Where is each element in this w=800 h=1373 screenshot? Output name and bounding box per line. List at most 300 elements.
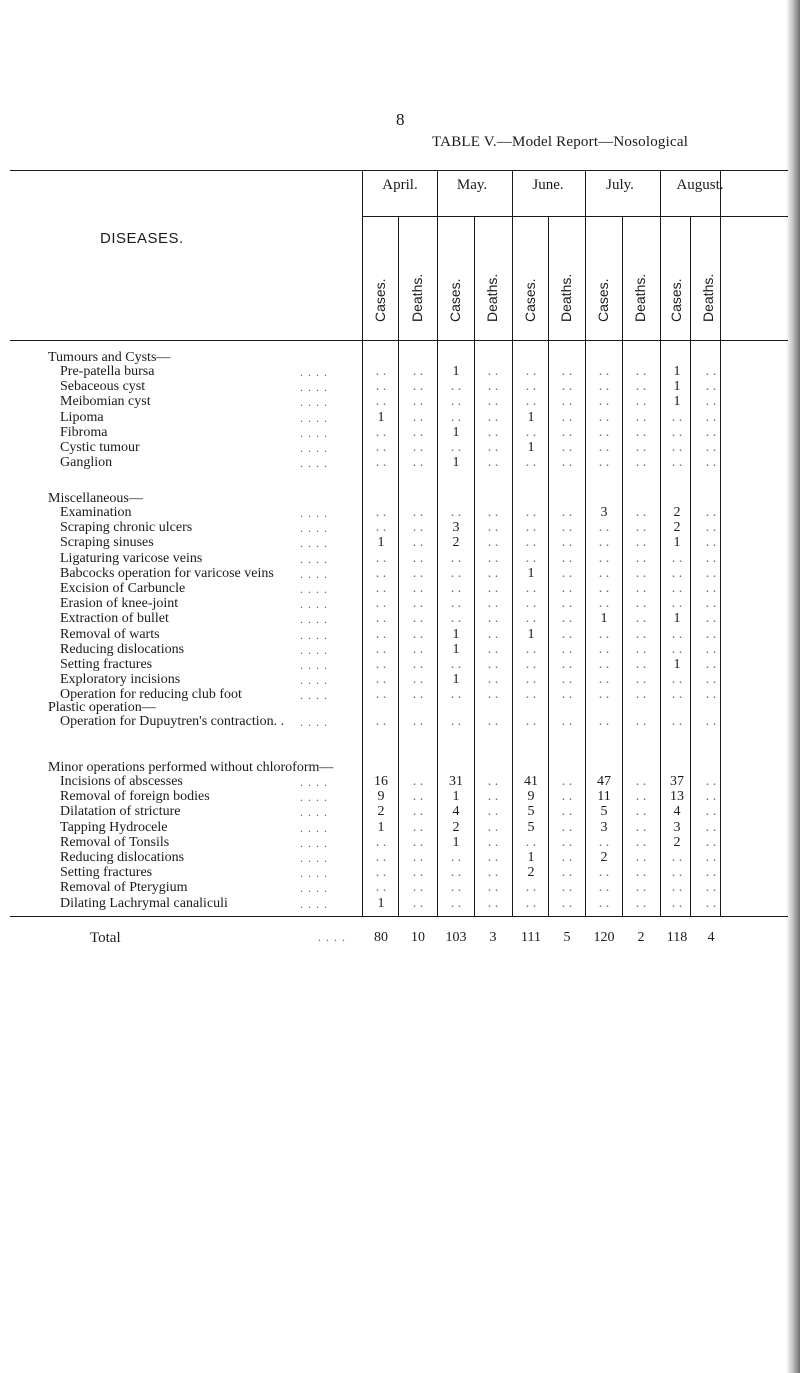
- row-cell: . .: [598, 596, 610, 612]
- table-row: [0, 597, 800, 611]
- row-cell: . .: [598, 550, 610, 566]
- leader-dots: . . . .: [300, 597, 328, 612]
- row-cell: 1: [452, 424, 460, 440]
- leader-dots: . . . .: [300, 410, 328, 425]
- row-cell: 1: [673, 611, 681, 627]
- row-cell: . .: [635, 687, 647, 703]
- row-cell: 1: [527, 565, 535, 581]
- row-cell: 11: [597, 789, 611, 805]
- row-cell: . .: [598, 641, 610, 657]
- table-row: [0, 643, 800, 657]
- row-cell: . .: [635, 641, 647, 657]
- table-row: [0, 506, 800, 520]
- row-cell: . .: [450, 596, 462, 612]
- row-cell: 13: [670, 789, 684, 805]
- row-cell: . .: [561, 672, 573, 688]
- row-cell: . .: [671, 440, 683, 455]
- row-cell: 1: [452, 364, 460, 379]
- row-cell: . .: [412, 505, 424, 520]
- row-cell: . .: [525, 880, 537, 896]
- leader-dots: . . . .: [300, 881, 328, 896]
- row-cell: . .: [450, 565, 462, 581]
- row-cell: . .: [635, 581, 647, 596]
- row-cell: . .: [598, 565, 610, 581]
- row-cell: . .: [412, 550, 424, 566]
- total-cell: 5: [563, 930, 571, 945]
- row-cell: . .: [598, 626, 610, 642]
- row-cell: 4: [452, 804, 460, 820]
- row-cell: 1: [600, 611, 608, 627]
- row-cell: . .: [375, 581, 387, 596]
- row-cell: . .: [635, 789, 647, 805]
- row-cell: . .: [561, 550, 573, 566]
- row-cell: . .: [525, 834, 537, 850]
- row-cell: . .: [525, 641, 537, 657]
- row-cell: . .: [705, 865, 717, 881]
- row-cell: . .: [487, 379, 499, 395]
- row-cell: . .: [671, 565, 683, 581]
- month-august: August.: [676, 177, 724, 193]
- row-cell: . .: [487, 804, 499, 820]
- row-label: Meibomian cyst: [60, 394, 151, 410]
- row-label: Removal of Pterygium: [60, 880, 188, 896]
- row-cell: . .: [705, 535, 717, 551]
- row-cell: . .: [450, 440, 462, 455]
- row-cell: . .: [635, 424, 647, 440]
- table-title: TABLE V.—Model Report—Nosological: [432, 134, 689, 150]
- row-cell: . .: [487, 880, 499, 896]
- row-cell: . .: [561, 657, 573, 672]
- row-cell: . .: [487, 865, 499, 881]
- row-label: Removal of Tonsils: [60, 834, 170, 850]
- row-cell: . .: [487, 834, 499, 850]
- row-cell: . .: [525, 895, 537, 911]
- row-cell: . .: [635, 819, 647, 835]
- row-cell: . .: [487, 789, 499, 805]
- total-cell: 80: [374, 930, 388, 945]
- row-cell: . .: [375, 424, 387, 440]
- row-cell: . .: [487, 672, 499, 688]
- row-cell: 1: [377, 535, 385, 551]
- diseases-header: DISEASES.: [100, 230, 184, 247]
- row-cell: . .: [561, 440, 573, 455]
- row-cell: . .: [412, 714, 424, 729]
- row-cell: . .: [375, 611, 387, 627]
- row-label: Reducing dislocations: [60, 641, 185, 657]
- row-cell: . .: [450, 394, 462, 410]
- leader-dots: . . . .: [300, 673, 328, 688]
- row-cell: . .: [598, 834, 610, 850]
- row-cell: . .: [705, 505, 717, 520]
- row-cell: . .: [705, 687, 717, 703]
- row-cell: 1: [673, 657, 681, 672]
- row-cell: . .: [375, 850, 387, 865]
- row-cell: . .: [412, 535, 424, 551]
- row-label: Tapping Hydrocele: [60, 819, 168, 835]
- row-cell: . .: [450, 850, 462, 865]
- row-cell: . .: [561, 641, 573, 657]
- leader-dots: . . . .: [300, 658, 328, 672]
- row-cell: . .: [487, 895, 499, 911]
- leader-dots: . . . .: [300, 456, 328, 471]
- row-cell: . .: [412, 394, 424, 410]
- row-cell: 1: [377, 409, 385, 425]
- row-cell: . .: [525, 379, 537, 395]
- row-cell: 3: [452, 520, 460, 536]
- row-cell: . .: [598, 394, 610, 410]
- row-cell: . .: [525, 687, 537, 703]
- row-cell: 4: [673, 804, 681, 820]
- month-april: April.: [382, 177, 418, 193]
- row-label: Fibroma: [60, 424, 108, 440]
- table-row: [0, 365, 800, 379]
- row-cell: . .: [671, 550, 683, 566]
- leader-dots: . . . .: [300, 715, 328, 729]
- table-row: [0, 441, 800, 455]
- row-label: Scraping chronic ulcers: [60, 520, 193, 536]
- row-cell: . .: [450, 657, 462, 672]
- row-cell: . .: [412, 672, 424, 688]
- row-cell: . .: [561, 850, 573, 865]
- total-cell: 2: [637, 930, 645, 945]
- row-cell: 2: [527, 865, 535, 881]
- section-heading: Tumours and Cysts—: [48, 350, 171, 365]
- row-cell: . .: [375, 364, 387, 379]
- row-cell: . .: [487, 641, 499, 657]
- row-cell: 1: [527, 626, 535, 642]
- row-cell: . .: [598, 379, 610, 395]
- row-cell: . .: [635, 440, 647, 455]
- row-label: Ligaturing varicose veins: [60, 550, 203, 566]
- row-cell: 1: [452, 672, 460, 688]
- row-cell: 16: [374, 774, 388, 789]
- total-cell: 111: [521, 930, 541, 945]
- row-cell: 5: [527, 804, 535, 820]
- row-cell: . .: [525, 596, 537, 612]
- row-cell: . .: [375, 394, 387, 410]
- row-cell: 1: [452, 834, 460, 850]
- row-cell: . .: [450, 505, 462, 520]
- row-cell: . .: [487, 581, 499, 596]
- row-cell: . .: [671, 687, 683, 703]
- row-cell: . .: [375, 626, 387, 642]
- row-cell: . .: [671, 865, 683, 881]
- row-cell: . .: [375, 672, 387, 688]
- row-cell: . .: [487, 565, 499, 581]
- row-cell: . .: [705, 379, 717, 395]
- row-cell: . .: [705, 641, 717, 657]
- row-label: Scraping sinuses: [60, 535, 154, 551]
- row-cell: . .: [375, 657, 387, 672]
- row-cell: . .: [375, 865, 387, 881]
- leader-dots: . . . .: [300, 896, 328, 911]
- april-subrule: [362, 216, 482, 217]
- row-cell: . .: [705, 672, 717, 688]
- row-cell: 1: [452, 455, 460, 471]
- row-cell: . .: [525, 581, 537, 596]
- row-cell: . .: [671, 641, 683, 657]
- row-label: Exploratory incisions: [60, 672, 181, 688]
- row-cell: . .: [525, 505, 537, 520]
- total-cell: 103: [445, 930, 467, 945]
- row-cell: . .: [450, 379, 462, 395]
- row-cell: . .: [671, 424, 683, 440]
- may-cases-label: Cases.: [447, 278, 463, 322]
- august-subrule: [680, 216, 788, 217]
- row-cell: . .: [671, 596, 683, 612]
- row-cell: 1: [673, 535, 681, 551]
- row-cell: . .: [412, 364, 424, 379]
- row-cell: . .: [525, 394, 537, 410]
- row-cell: . .: [375, 505, 387, 520]
- table-row: [0, 658, 800, 672]
- row-cell: 2: [673, 505, 681, 520]
- row-cell: 1: [673, 364, 681, 379]
- row-cell: . .: [705, 440, 717, 455]
- row-cell: . .: [705, 774, 717, 789]
- row-cell: . .: [635, 364, 647, 379]
- row-cell: . .: [598, 424, 610, 440]
- month-june: June.: [532, 177, 564, 193]
- row-label: Excision of Carbuncle: [60, 581, 186, 596]
- row-cell: . .: [705, 850, 717, 865]
- row-cell: . .: [598, 657, 610, 672]
- row-cell: . .: [705, 596, 717, 612]
- row-cell: . .: [412, 687, 424, 703]
- table-row: [0, 821, 800, 835]
- leader-dots: . . . .: [300, 775, 328, 789]
- leader-dots: . . . .: [300, 380, 328, 395]
- row-cell: . .: [635, 714, 647, 729]
- august-cases-label: Cases.: [668, 278, 684, 322]
- row-label: Babcocks operation for varicose veins: [60, 565, 274, 581]
- may-deaths-label: Deaths.: [484, 273, 500, 322]
- row-cell: . .: [671, 672, 683, 688]
- row-cell: . .: [412, 804, 424, 820]
- row-cell: . .: [487, 505, 499, 520]
- leader-dots: . . . .: [300, 506, 328, 520]
- row-cell: . .: [375, 379, 387, 395]
- row-cell: . .: [561, 535, 573, 551]
- row-cell: . .: [561, 520, 573, 536]
- page-number: 8: [396, 110, 405, 129]
- row-cell: . .: [412, 641, 424, 657]
- row-cell: . .: [635, 774, 647, 789]
- row-cell: . .: [635, 657, 647, 672]
- row-cell: . .: [412, 626, 424, 642]
- row-cell: . .: [705, 565, 717, 581]
- row-cell: . .: [671, 714, 683, 729]
- row-cell: 2: [452, 819, 460, 835]
- row-cell: 1: [377, 895, 385, 911]
- row-label: Incisions of abscesses: [60, 774, 183, 789]
- leader-dots: . . . .: [300, 866, 328, 881]
- row-cell: . .: [561, 565, 573, 581]
- leader-dots: . . . .: [300, 536, 328, 551]
- row-cell: . .: [412, 440, 424, 455]
- row-cell: . .: [487, 596, 499, 612]
- row-cell: . .: [487, 409, 499, 425]
- row-cell: . .: [561, 834, 573, 850]
- table-row: [0, 521, 800, 535]
- row-cell: . .: [412, 895, 424, 911]
- row-cell: . .: [412, 596, 424, 612]
- table-row: [0, 836, 800, 850]
- row-cell: . .: [598, 895, 610, 911]
- leader-dots: . . . .: [300, 642, 328, 657]
- leader-dots: . . . .: [300, 521, 328, 536]
- row-cell: . .: [598, 409, 610, 425]
- table-row: [0, 628, 800, 642]
- row-cell: . .: [705, 611, 717, 627]
- row-label: Removal of warts: [60, 626, 160, 642]
- total-cell: 10: [411, 930, 425, 945]
- row-cell: . .: [561, 687, 573, 703]
- row-cell: . .: [561, 626, 573, 642]
- row-cell: . .: [635, 611, 647, 627]
- row-cell: . .: [375, 641, 387, 657]
- month-may: May.: [456, 177, 488, 193]
- row-cell: . .: [375, 880, 387, 896]
- row-cell: 1: [377, 819, 385, 835]
- row-cell: . .: [412, 409, 424, 425]
- row-cell: 37: [670, 774, 684, 789]
- row-label: Dilatation of stricture: [60, 804, 181, 820]
- leader-dots: . . . .: [300, 805, 328, 820]
- row-cell: . .: [635, 596, 647, 612]
- row-label: Pre-patella bursa: [60, 364, 155, 379]
- row-cell: . .: [487, 550, 499, 566]
- row-cell: . .: [487, 611, 499, 627]
- row-cell: . .: [412, 850, 424, 865]
- row-cell: . .: [412, 520, 424, 536]
- row-cell: . .: [635, 865, 647, 881]
- row-cell: . .: [561, 611, 573, 627]
- table-row: [0, 395, 800, 409]
- leader-dots: . . . .: [300, 395, 328, 410]
- row-cell: . .: [487, 657, 499, 672]
- row-cell: . .: [705, 424, 717, 440]
- leader-dots: . . . .: [300, 851, 328, 865]
- june-cases-label: Cases.: [522, 278, 538, 322]
- row-cell: . .: [561, 819, 573, 835]
- row-cell: . .: [487, 626, 499, 642]
- row-cell: . .: [598, 455, 610, 471]
- row-label: Operation for Dupuytren's contraction. .: [60, 714, 285, 729]
- row-cell: . .: [561, 364, 573, 379]
- row-cell: . .: [635, 626, 647, 642]
- row-cell: . .: [525, 455, 537, 471]
- row-cell: . .: [525, 520, 537, 536]
- row-cell: . .: [375, 714, 387, 729]
- row-cell: . .: [635, 895, 647, 911]
- row-cell: . .: [635, 880, 647, 896]
- leader-dots: . . . .: [300, 425, 328, 440]
- row-cell: 1: [452, 789, 460, 805]
- row-cell: . .: [561, 714, 573, 729]
- row-cell: . .: [705, 520, 717, 536]
- row-label: Erasion of knee-joint: [60, 596, 179, 612]
- row-cell: . .: [375, 687, 387, 703]
- row-label: Lipoma: [60, 409, 104, 425]
- row-cell: . .: [375, 596, 387, 612]
- april-deaths-label: Deaths.: [409, 273, 425, 322]
- row-cell: . .: [450, 880, 462, 896]
- leader-dots: . . . .: [300, 820, 328, 835]
- table-row: [0, 567, 800, 581]
- row-cell: . .: [487, 819, 499, 835]
- row-cell: . .: [450, 611, 462, 627]
- row-cell: . .: [375, 565, 387, 581]
- table-row: [0, 380, 800, 394]
- row-cell: . .: [561, 379, 573, 395]
- table-row: [0, 881, 800, 895]
- total-label: Total: [90, 930, 121, 946]
- row-cell: 2: [673, 834, 681, 850]
- table-row: [0, 426, 800, 440]
- top-rule: [10, 170, 788, 171]
- july-cases-label: Cases.: [595, 278, 611, 322]
- row-label: Operation for reducing club foot: [60, 687, 242, 703]
- row-cell: 5: [527, 819, 535, 835]
- leader-dots: . . . .: [300, 627, 328, 642]
- row-cell: . .: [705, 550, 717, 566]
- august-deaths-label: Deaths.: [700, 273, 716, 322]
- total-cell: 120: [593, 930, 615, 945]
- table-row: [0, 897, 800, 911]
- row-cell: . .: [412, 581, 424, 596]
- row-cell: . .: [705, 880, 717, 896]
- table-row: [0, 775, 800, 789]
- row-cell: . .: [671, 455, 683, 471]
- row-cell: . .: [525, 611, 537, 627]
- row-cell: . .: [561, 581, 573, 596]
- table-row: [0, 612, 800, 626]
- row-cell: . .: [525, 672, 537, 688]
- june-subrule: [562, 216, 622, 217]
- table-row: [0, 851, 800, 865]
- leader-dots: . . . .: [300, 582, 328, 596]
- row-cell: . .: [487, 424, 499, 440]
- table-row: [0, 673, 800, 687]
- row-cell: . .: [598, 672, 610, 688]
- row-cell: 9: [377, 789, 385, 805]
- leader-dots: . . . .: [300, 441, 328, 455]
- table-row: [0, 582, 800, 596]
- row-cell: . .: [705, 626, 717, 642]
- row-cell: . .: [375, 550, 387, 566]
- row-cell: . .: [375, 440, 387, 455]
- row-cell: . .: [525, 364, 537, 379]
- table-row: [0, 552, 800, 566]
- row-cell: 1: [673, 394, 681, 410]
- row-cell: . .: [450, 687, 462, 703]
- leader-dots: . . . .: [300, 790, 328, 805]
- row-cell: 9: [527, 789, 535, 805]
- july-deaths-label: Deaths.: [632, 273, 648, 322]
- month-july: July.: [606, 177, 634, 193]
- row-cell: 1: [527, 409, 535, 425]
- row-cell: . .: [635, 834, 647, 850]
- row-cell: . .: [705, 789, 717, 805]
- row-label: Dilating Lachrymal canaliculi: [60, 895, 228, 911]
- section-heading: Miscellaneous—: [48, 491, 143, 506]
- row-cell: . .: [635, 804, 647, 820]
- row-cell: . .: [487, 850, 499, 865]
- total-leader-dots: . . . .: [318, 930, 346, 944]
- row-cell: . .: [412, 789, 424, 805]
- row-cell: . .: [705, 714, 717, 729]
